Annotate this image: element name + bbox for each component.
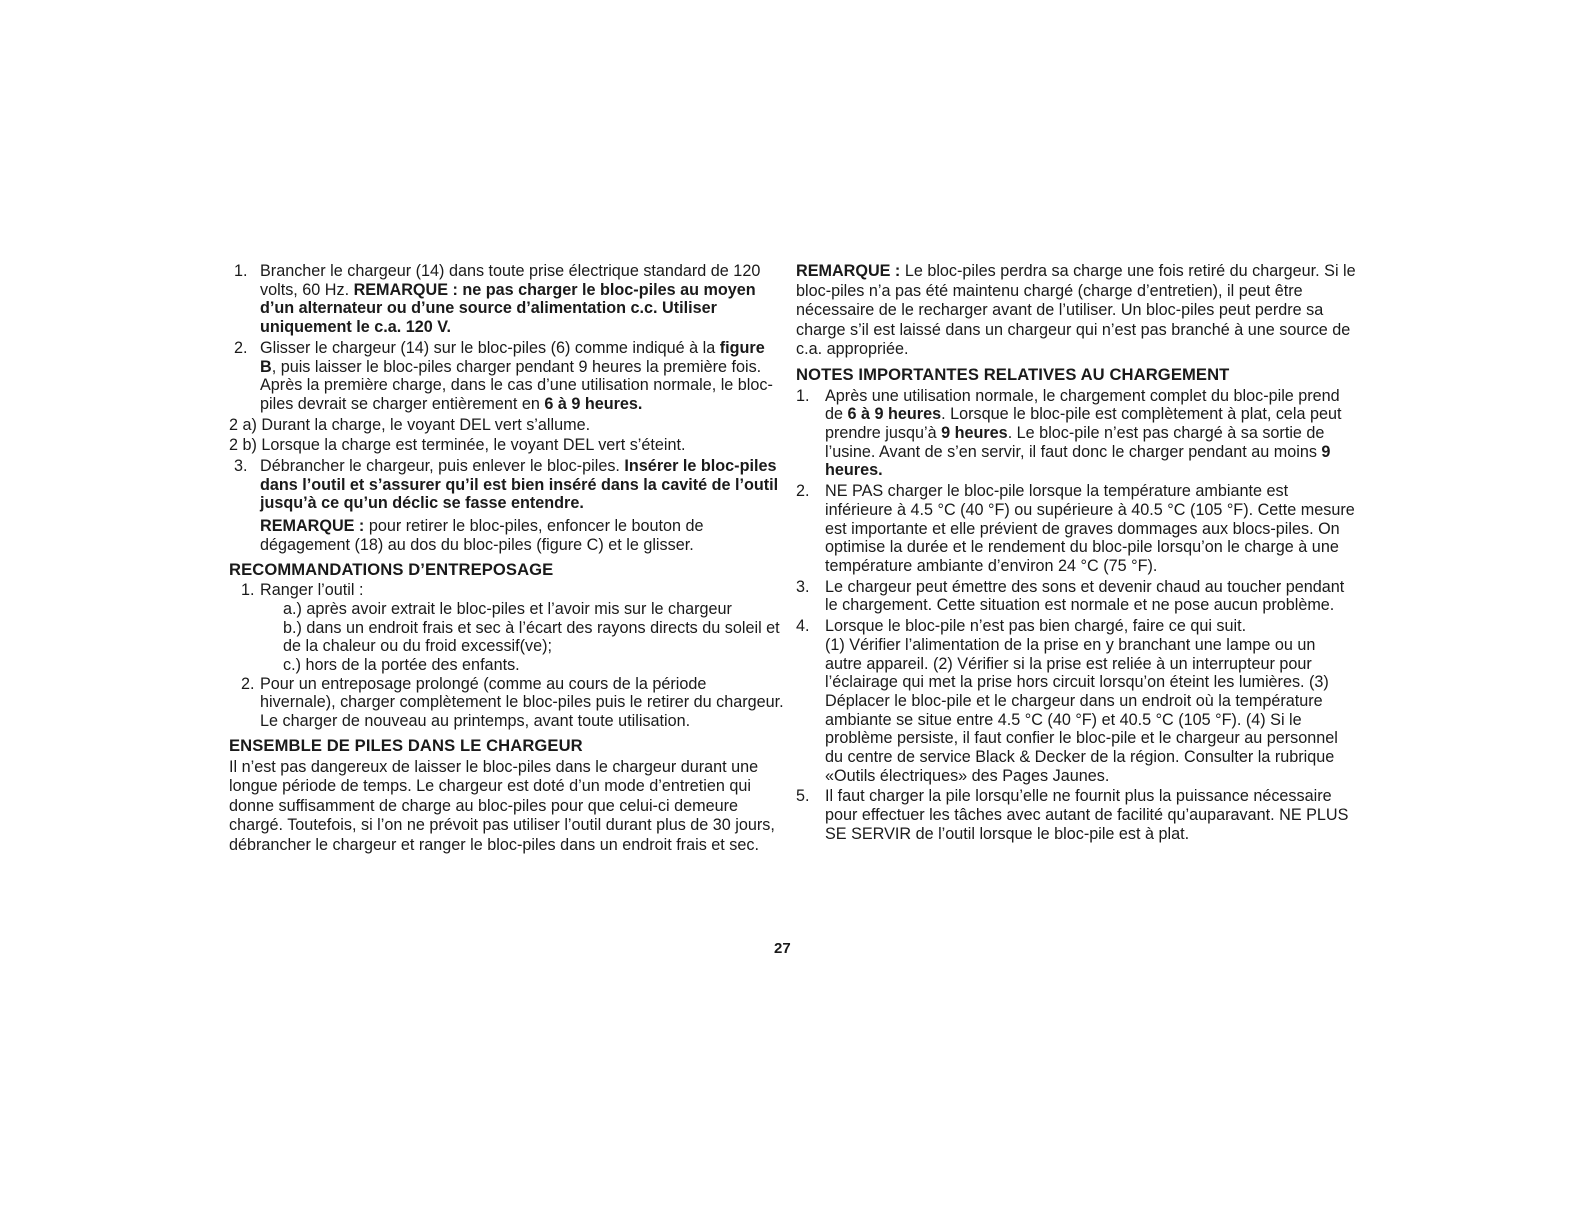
remarque-label: REMARQUE : bbox=[796, 262, 901, 280]
step-number: 2. bbox=[234, 338, 248, 357]
note-text-cont: . Le bloc-pile n’est pas chargé à sa sortie de l’usine. Avant de s’en servir, il faut donc le charger pendant au moins bbox=[825, 424, 1325, 461]
charging-note-5 bbox=[796, 787, 1356, 843]
note-number: 4. bbox=[796, 617, 810, 636]
charging-step-2 bbox=[229, 339, 784, 414]
note-number: 2. bbox=[796, 482, 810, 501]
remarque-text: Le bloc-piles perdra sa charge une fois retiré du chargeur. Si le bloc-piles n’a pas été maintenu chargé (charge d’entretien), il peut être nécessaire de le recharger avant de l’utiliser. Un bloc-piles peut perdre sa charge s’il est laissé dans un chargeur qui n’est pas branché à une source de c.a. appropriée. bbox=[796, 262, 1356, 359]
storage-sub-a: a.) après avoir extrait le bloc-piles et l’avoir mis sur le chargeur bbox=[283, 599, 732, 618]
note-label: REMARQUE : bbox=[260, 517, 365, 536]
item-number: 2. bbox=[241, 674, 255, 693]
storage-sub-c: c.) hors de la portée des enfants. bbox=[283, 656, 520, 675]
note-number: 1. bbox=[796, 386, 810, 405]
step-number: 1. bbox=[234, 262, 248, 280]
note-text: Le chargeur peut émettre des sons et devenir chaud au toucher pendant le chargement. Cette situation est normale et ne pose aucun problème. bbox=[825, 577, 1345, 615]
note-text: Lorsque le bloc-pile n’est pas bien chargé, faire ce qui suit. bbox=[825, 617, 1247, 636]
charging-note-4 bbox=[796, 617, 1356, 785]
note-text: pour retirer le bloc-piles, enfoncer le bouton de dégagement (18) au dos du bloc-piles (figure C) et le glisser. bbox=[260, 517, 704, 554]
note-troubleshooting: (1) Vérifier l’alimentation de la prise en y branchant une lampe ou un autre appareil. (2) Vérifier si la prise est reliée à un interrupteur pour l’éclairage qui met la prise hors circuit lorsqu’on éteint les lumières. (3) Déplacer le bloc-pile et le chargeur dans un endroit où la température ambiante se situe entre 4.5 °C (40 °F) et 40.5 °C (105 °F). (4) Si le problème persiste, il faut confier le bloc-pile et le chargeur au personnel du centre de service Black & Decker de la région. Consulter la rubrique «Outils électriques» des Pages Jaunes. bbox=[825, 635, 1338, 785]
note-text: Après une utilisation normale, le chargement complet du bloc-pile prend de bbox=[825, 386, 1340, 424]
storage-item-1 bbox=[229, 581, 784, 600]
charging-note-1 bbox=[796, 387, 1356, 481]
item-text: Pour un entreposage prolongé (comme au cours de la période hivernale), charger complètement le bloc-piles puis le retirer du chargeur. Le charger de nouveau au printemps, avant toute utilisation. bbox=[260, 674, 784, 731]
remarque-paragraph bbox=[796, 262, 1356, 360]
step-instruction: Insérer le bloc-piles dans l’outil et s’assurer qu’il est bien inséré dans la cavité de l’outil jusqu’à ce qu’un déclic se fasse entendre. bbox=[260, 457, 779, 513]
left-column bbox=[229, 262, 784, 856]
storage-item-2 bbox=[229, 675, 784, 731]
step-text: Brancher le chargeur (14) dans toute prise électrique standard de 120 volts, 60 Hz. bbox=[260, 262, 761, 299]
note-emphasis: 6 à 9 heures bbox=[847, 405, 942, 424]
right-column bbox=[796, 262, 1356, 844]
storage-heading: RECOMMANDATIONS D’ENTREPOSAGE bbox=[229, 559, 554, 579]
page-number: 27 bbox=[774, 940, 791, 957]
note-text: NE PAS charger le bloc-pile lorsque la température ambiante est inférieure à 4.5 °C (40 °F) ou supérieure à 40.5 °C (105 °F). Cette mesure est importante et elle prévient de graves dommages aux blocs-piles. On optimise la durée et le rendement du bloc-pile lorsqu’on le charge à une température ambiante d’environ 24 °C (75 °F). bbox=[825, 482, 1355, 575]
charging-notes-heading: NOTES IMPORTANTES RELATIVES AU CHARGEMENT bbox=[796, 364, 1230, 384]
step-text: Glisser le chargeur (14) sur le bloc-piles (6) comme indiqué à la bbox=[260, 338, 720, 357]
note-number: 5. bbox=[796, 787, 810, 806]
charge-time: 6 à 9 heures. bbox=[544, 394, 643, 413]
storage-sub-b: b.) dans un endroit frais et sec à l’écart des rayons directs du soleil et de la chaleur ou du froid excessif(ve); bbox=[283, 618, 780, 656]
note-text: Il faut charger la pile lorsqu’elle ne fournit plus la puissance nécessaire pour effectuer les tâches avec autant de facilité qu’auparavant. NE PLUS SE SERVIR de l’outil lorsque le bloc-pile est à plat. bbox=[825, 787, 1349, 843]
charging-note-2 bbox=[796, 482, 1356, 576]
charging-step-2b: 2 b) Lorsque la charge est terminée, le voyant DEL vert s’éteint. bbox=[229, 436, 686, 455]
note-emphasis: 9 heures. bbox=[825, 442, 1331, 480]
step-number: 3. bbox=[234, 457, 248, 476]
step-text-cont: , puis laisser le bloc-piles charger pendant 9 heures la première fois. Après la première charge, dans le cas d’une utilisation normale, le bloc-piles devrait se charger entièrement en bbox=[260, 357, 773, 413]
step-warning: REMARQUE : ne pas charger le bloc-piles au moyen d’un alternateur ou d’une source d’alimentation c.c. Utiliser uniquement le c.a. 120 V. bbox=[260, 280, 756, 337]
step-text: Débrancher le chargeur, puis enlever le bloc-piles. bbox=[260, 457, 625, 476]
step-3-note bbox=[260, 517, 784, 554]
note-text-cont: . Lorsque le bloc-pile est complètement à plat, cela peut prendre jusqu’à bbox=[825, 405, 1342, 443]
charging-step-3 bbox=[229, 457, 784, 555]
figure-ref: figure B bbox=[260, 338, 765, 376]
charging-step-2a: 2 a) Durant la charge, le voyant DEL vert s’allume. bbox=[229, 415, 591, 434]
item-number: 1. bbox=[241, 581, 255, 600]
item-text: Ranger l’outil : bbox=[260, 581, 364, 600]
charging-step-1 bbox=[229, 262, 784, 337]
charging-note-3 bbox=[796, 578, 1356, 615]
note-number: 3. bbox=[796, 577, 810, 596]
pack-in-charger-text: Il n’est pas dangereux de laisser le bloc-piles dans le chargeur durant une longue période de temps. Le chargeur est doté d’un mode d’entretien qui donne suffisamment de charge au bloc-piles pour que celui-ci demeure chargé. Toutefois, si l’on ne prévoit pas utiliser l’outil durant plus de 30 jours, débrancher le chargeur et ranger le bloc-piles dans un endroit frais et sec. bbox=[229, 757, 775, 854]
note-emphasis: 9 heures bbox=[941, 424, 1008, 443]
pack-in-charger-heading: ENSEMBLE DE PILES DANS LE CHARGEUR bbox=[229, 735, 583, 755]
